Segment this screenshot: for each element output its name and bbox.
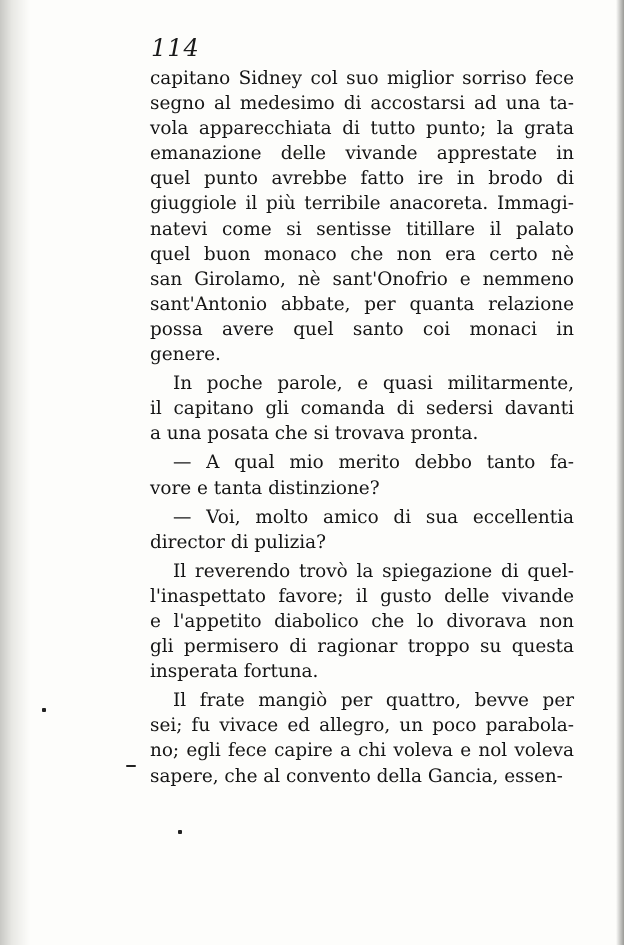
- text-line: possa avere quel santo coi monaci in: [150, 318, 574, 340]
- text-line: no; egli fece capire a chi voleva e nol voleva: [150, 740, 574, 762]
- text-line: e l'appetito diabolico che lo divorava non: [150, 610, 574, 632]
- margin-dot: [42, 708, 46, 712]
- text-line: — A qual mio merito debbo tanto fa-: [173, 452, 574, 474]
- text-line: In poche parole, e quasi militarmente,: [173, 373, 574, 395]
- paragraph: [150, 66, 574, 367]
- text-line: gli permisero di ragionar troppo su questa: [150, 636, 574, 658]
- text-line: il capitano gli comanda di sedersi davanti: [150, 398, 574, 420]
- text-line: san Girolamo, nè sant'Onofrio e nemmeno: [150, 268, 574, 290]
- body-text: [150, 66, 574, 789]
- paragraph: [150, 505, 574, 555]
- text-line: l'inaspettato favore; il gusto delle vivande: [150, 585, 574, 607]
- paragraph: [150, 688, 574, 788]
- text-line: quel buon monaco che non era certo nè: [150, 243, 574, 265]
- text-line: a una posata che si trovava pronta.: [150, 423, 479, 445]
- text-line: sant'Antonio abbate, per quanta relazione: [150, 293, 574, 315]
- text-line: vore e tanta distinzione?: [150, 477, 380, 499]
- paragraph: [150, 450, 574, 500]
- margin-dot: [178, 830, 182, 834]
- text-line: natevi come si sentisse titillare il palato: [150, 218, 574, 240]
- page-edge-shadow: [616, 0, 624, 945]
- text-line: sei; fu vivace ed allegro, un poco parabola-: [150, 715, 574, 737]
- text-line: sapere, che al convento della Gancia, essen-: [150, 765, 563, 787]
- text-line: Il frate mangiò per quattro, bevve per: [173, 690, 574, 712]
- text-line: — Voi, molto amico di sua eccellentia: [173, 506, 574, 528]
- text-line: capitano Sidney col suo miglior sorriso fece: [150, 68, 574, 89]
- text-line: insperata fortuna.: [150, 661, 319, 683]
- text-line: genere.: [150, 344, 221, 366]
- text-line: segno al medesimo di accostarsi ad una ta-: [150, 93, 574, 115]
- text-line: quel punto avrebbe fatto ire in brodo di: [150, 168, 574, 190]
- paragraph: [150, 559, 574, 684]
- text-line: emanazione delle vivande apprestate in: [150, 143, 574, 165]
- text-line: director di pulizia?: [150, 531, 327, 553]
- text-line: giuggiole il più terribile anacoreta. Immagi-: [150, 193, 574, 215]
- page-number: 114: [151, 34, 200, 62]
- text-line: vola apparecchiata di tutto punto; la grata: [150, 118, 574, 140]
- margin-dash: [126, 765, 136, 767]
- text-line: Il reverendo trovò la spiegazione di quel-: [173, 560, 574, 582]
- spine-shadow: [0, 0, 30, 945]
- paragraph: [150, 371, 574, 446]
